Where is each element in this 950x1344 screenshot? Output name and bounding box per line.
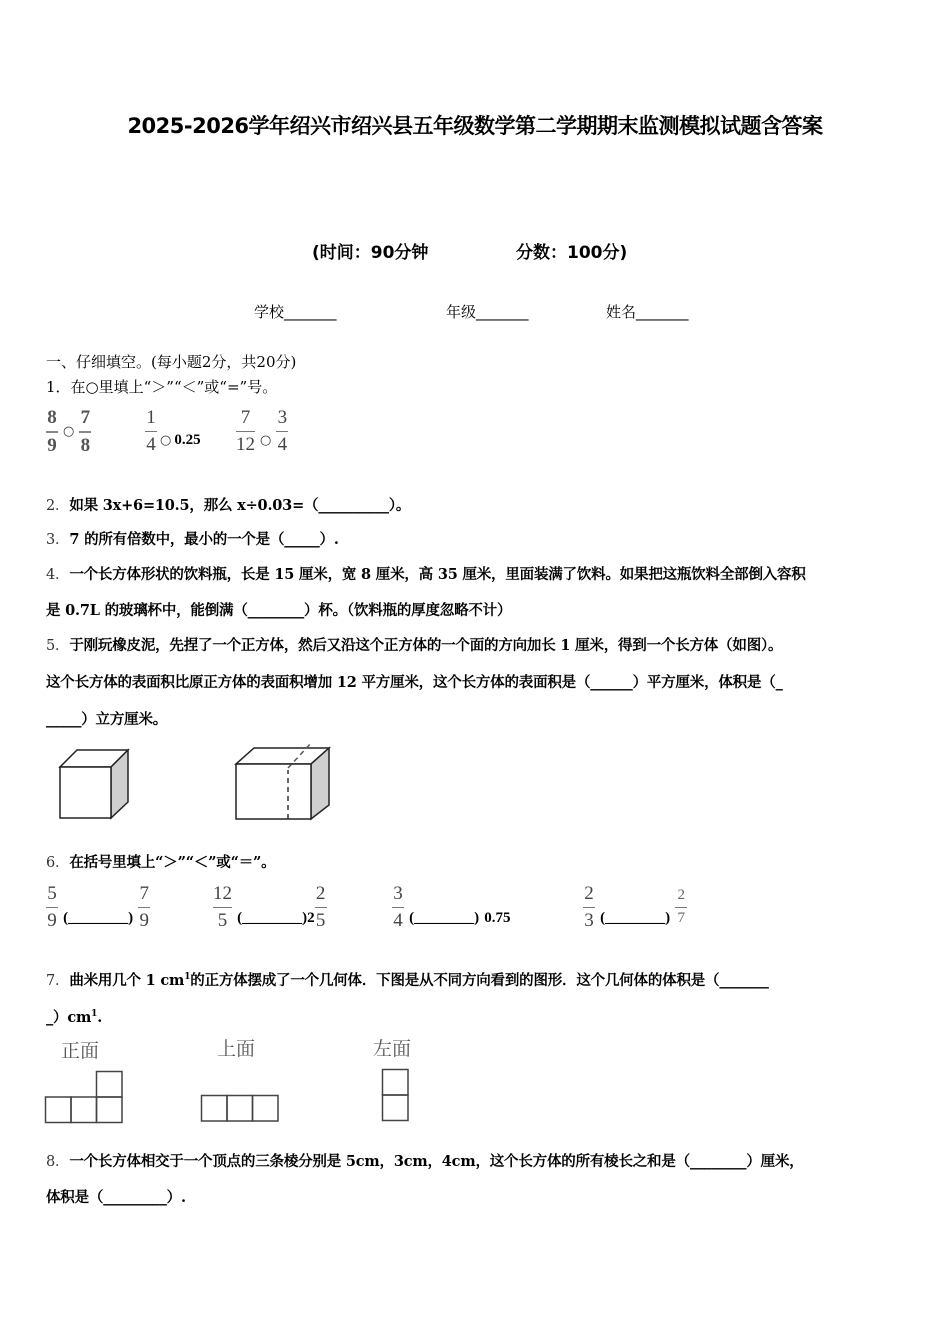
fraction: $\frac{7}{8}$	[80, 407, 91, 456]
decimal-value: 0.75	[484, 909, 511, 926]
question-2: 2．如果 3x+6=10.5，那么 x÷0.03=（__________）。	[46, 497, 411, 514]
question-5: 5．于刚玩橡皮泥，先捏了一个正方体，然后又沿这个正方体的一个面的方向加长 1 厘米，得到一个长方体（如图）。	[46, 637, 783, 654]
question-text: 在○里填上“＞”“＜”或“=”号。	[70, 378, 278, 396]
question-5-line3: _____）立方厘米。	[46, 711, 168, 728]
answer-blank[interactable]: (________)	[237, 909, 308, 926]
q6-item-1	[46, 884, 150, 931]
question-number: 1．	[46, 378, 71, 396]
question-text-line1: 一个长方体形状的饮料瓶，长是 15 厘米，宽 8 厘米，高 35 厘米，里面装满了饮料。如果把这瓶饮料全部倒入容积	[69, 566, 806, 583]
grade-blank[interactable]: _______	[476, 303, 529, 321]
fraction: $\frac{1}{4}$	[146, 407, 156, 455]
grade-label: 年级	[446, 303, 477, 321]
fraction: $\frac{2}{5}$	[315, 883, 326, 931]
view-label-top: 上面	[217, 1038, 256, 1060]
q6-item-4	[583, 884, 687, 931]
question-text-line1: 一个长方体相交于一个顶点的三条棱分别是 5cm，3cm，4cm，这个长方体的所有棱长之和是（________）厘米，	[69, 1153, 804, 1170]
cuboid-figure	[232, 740, 337, 825]
question-text: 在括号里填上“＞”“＜”或“＝”。	[69, 854, 276, 871]
question-8-line2: 体积是（_________）.	[46, 1189, 186, 1206]
question-6: 6．在括号里填上“＞”“＜”或“＝”。	[46, 854, 276, 871]
fraction: $\frac{8}{9}$	[47, 407, 57, 456]
name-blank[interactable]: _______	[636, 303, 689, 321]
question-text: 7 的所有倍数中，最小的一个是（_____）.	[69, 531, 339, 548]
q6-item-2	[213, 884, 327, 931]
top-view-figure	[200, 1094, 282, 1124]
score-label: 分数：100分)	[516, 243, 628, 263]
question-5-line2: 这个长方体的表面积比原正方体的表面积增加 12 平方厘米，这个长方体的表面积是（______）平方厘米，体积是（_	[46, 674, 783, 691]
fraction: $\frac{12}{5}$	[213, 883, 232, 931]
answer-blank[interactable]: (________)	[409, 909, 480, 926]
compare-circle[interactable]: ○	[63, 424, 75, 440]
question-7: 7．曲米用几个 1 $cm^1$的正方体摆成了一个几何体．下图是从不同方向看到的图形．这个几何体的体积是（_______	[46, 972, 769, 989]
school-blank[interactable]: _______	[284, 303, 337, 321]
question-3: 3．7 的所有倍数中，最小的一个是（_____）.	[46, 531, 339, 548]
fraction: $\frac{2}{7}$	[675, 888, 687, 927]
fraction: $\frac{7}{9}$	[139, 883, 149, 931]
question-4: 4．一个长方体形状的饮料瓶，长是 15 厘米，宽 8 厘米，高 35 厘米，里面装满了饮料。如果把这瓶饮料全部倒入容积	[46, 566, 806, 583]
document-title: 2025-2026学年绍兴市绍兴县五年级数学第二学期期末监测模拟试题含答案	[127, 114, 823, 138]
question-text-line1: 于刚玩橡皮泥，先捏了一个正方体，然后又沿这个正方体的一个面的方向加长 1 厘米，得到一个长方体（如图）。	[69, 637, 783, 654]
fraction: $\frac{7}{12}$	[236, 407, 255, 455]
left-view-figure	[381, 1068, 411, 1124]
question-1	[46, 376, 277, 397]
q1-item-1	[46, 408, 91, 456]
compare-circle[interactable]: ○	[260, 432, 272, 448]
name-field	[606, 301, 689, 322]
cube-figure	[55, 745, 135, 825]
question-7-line2: $\_)cm^1$.	[46, 1009, 103, 1026]
question-text: 如果 3x+6=10.5，那么 x÷0.03=（__________）。	[69, 497, 411, 514]
decimal-value: 0.25	[174, 431, 201, 448]
question-8: 8．一个长方体相交于一个顶点的三条棱分别是 5cm，3cm，4cm，这个长方体的所有棱长之和是（________）厘米，	[46, 1153, 804, 1170]
school-label: 学校	[254, 303, 285, 321]
q1-item-3	[236, 408, 288, 455]
school-field	[254, 301, 337, 322]
section-heading: 一、仔细填空。(每小题2分，共20分)	[46, 353, 297, 371]
q1-item-2	[145, 408, 201, 455]
front-view-figure	[44, 1070, 126, 1126]
view-label-front: 正面	[61, 1040, 100, 1062]
grade-field	[446, 301, 529, 322]
fraction: $\frac{3}{4}$	[393, 883, 403, 931]
name-label: 姓名	[606, 303, 637, 321]
answer-blank[interactable]: (________)	[600, 909, 671, 926]
whole-number: 2	[307, 909, 315, 926]
q6-item-3	[392, 884, 510, 931]
fraction: $\frac{5}{9}$	[47, 883, 57, 931]
answer-blank[interactable]: (________)	[63, 909, 134, 926]
fraction: $\frac{2}{3}$	[584, 883, 594, 931]
compare-circle[interactable]: ○	[160, 432, 172, 448]
fraction: $\frac{3}{4}$	[277, 407, 288, 455]
question-4-cont: 是 0.7L 的玻璃杯中，能倒满（________）杯。（饮料瓶的厚度忽略不计）	[46, 602, 512, 619]
view-label-left: 左面	[373, 1038, 412, 1060]
time-label: (时间：90分钟	[312, 243, 429, 263]
